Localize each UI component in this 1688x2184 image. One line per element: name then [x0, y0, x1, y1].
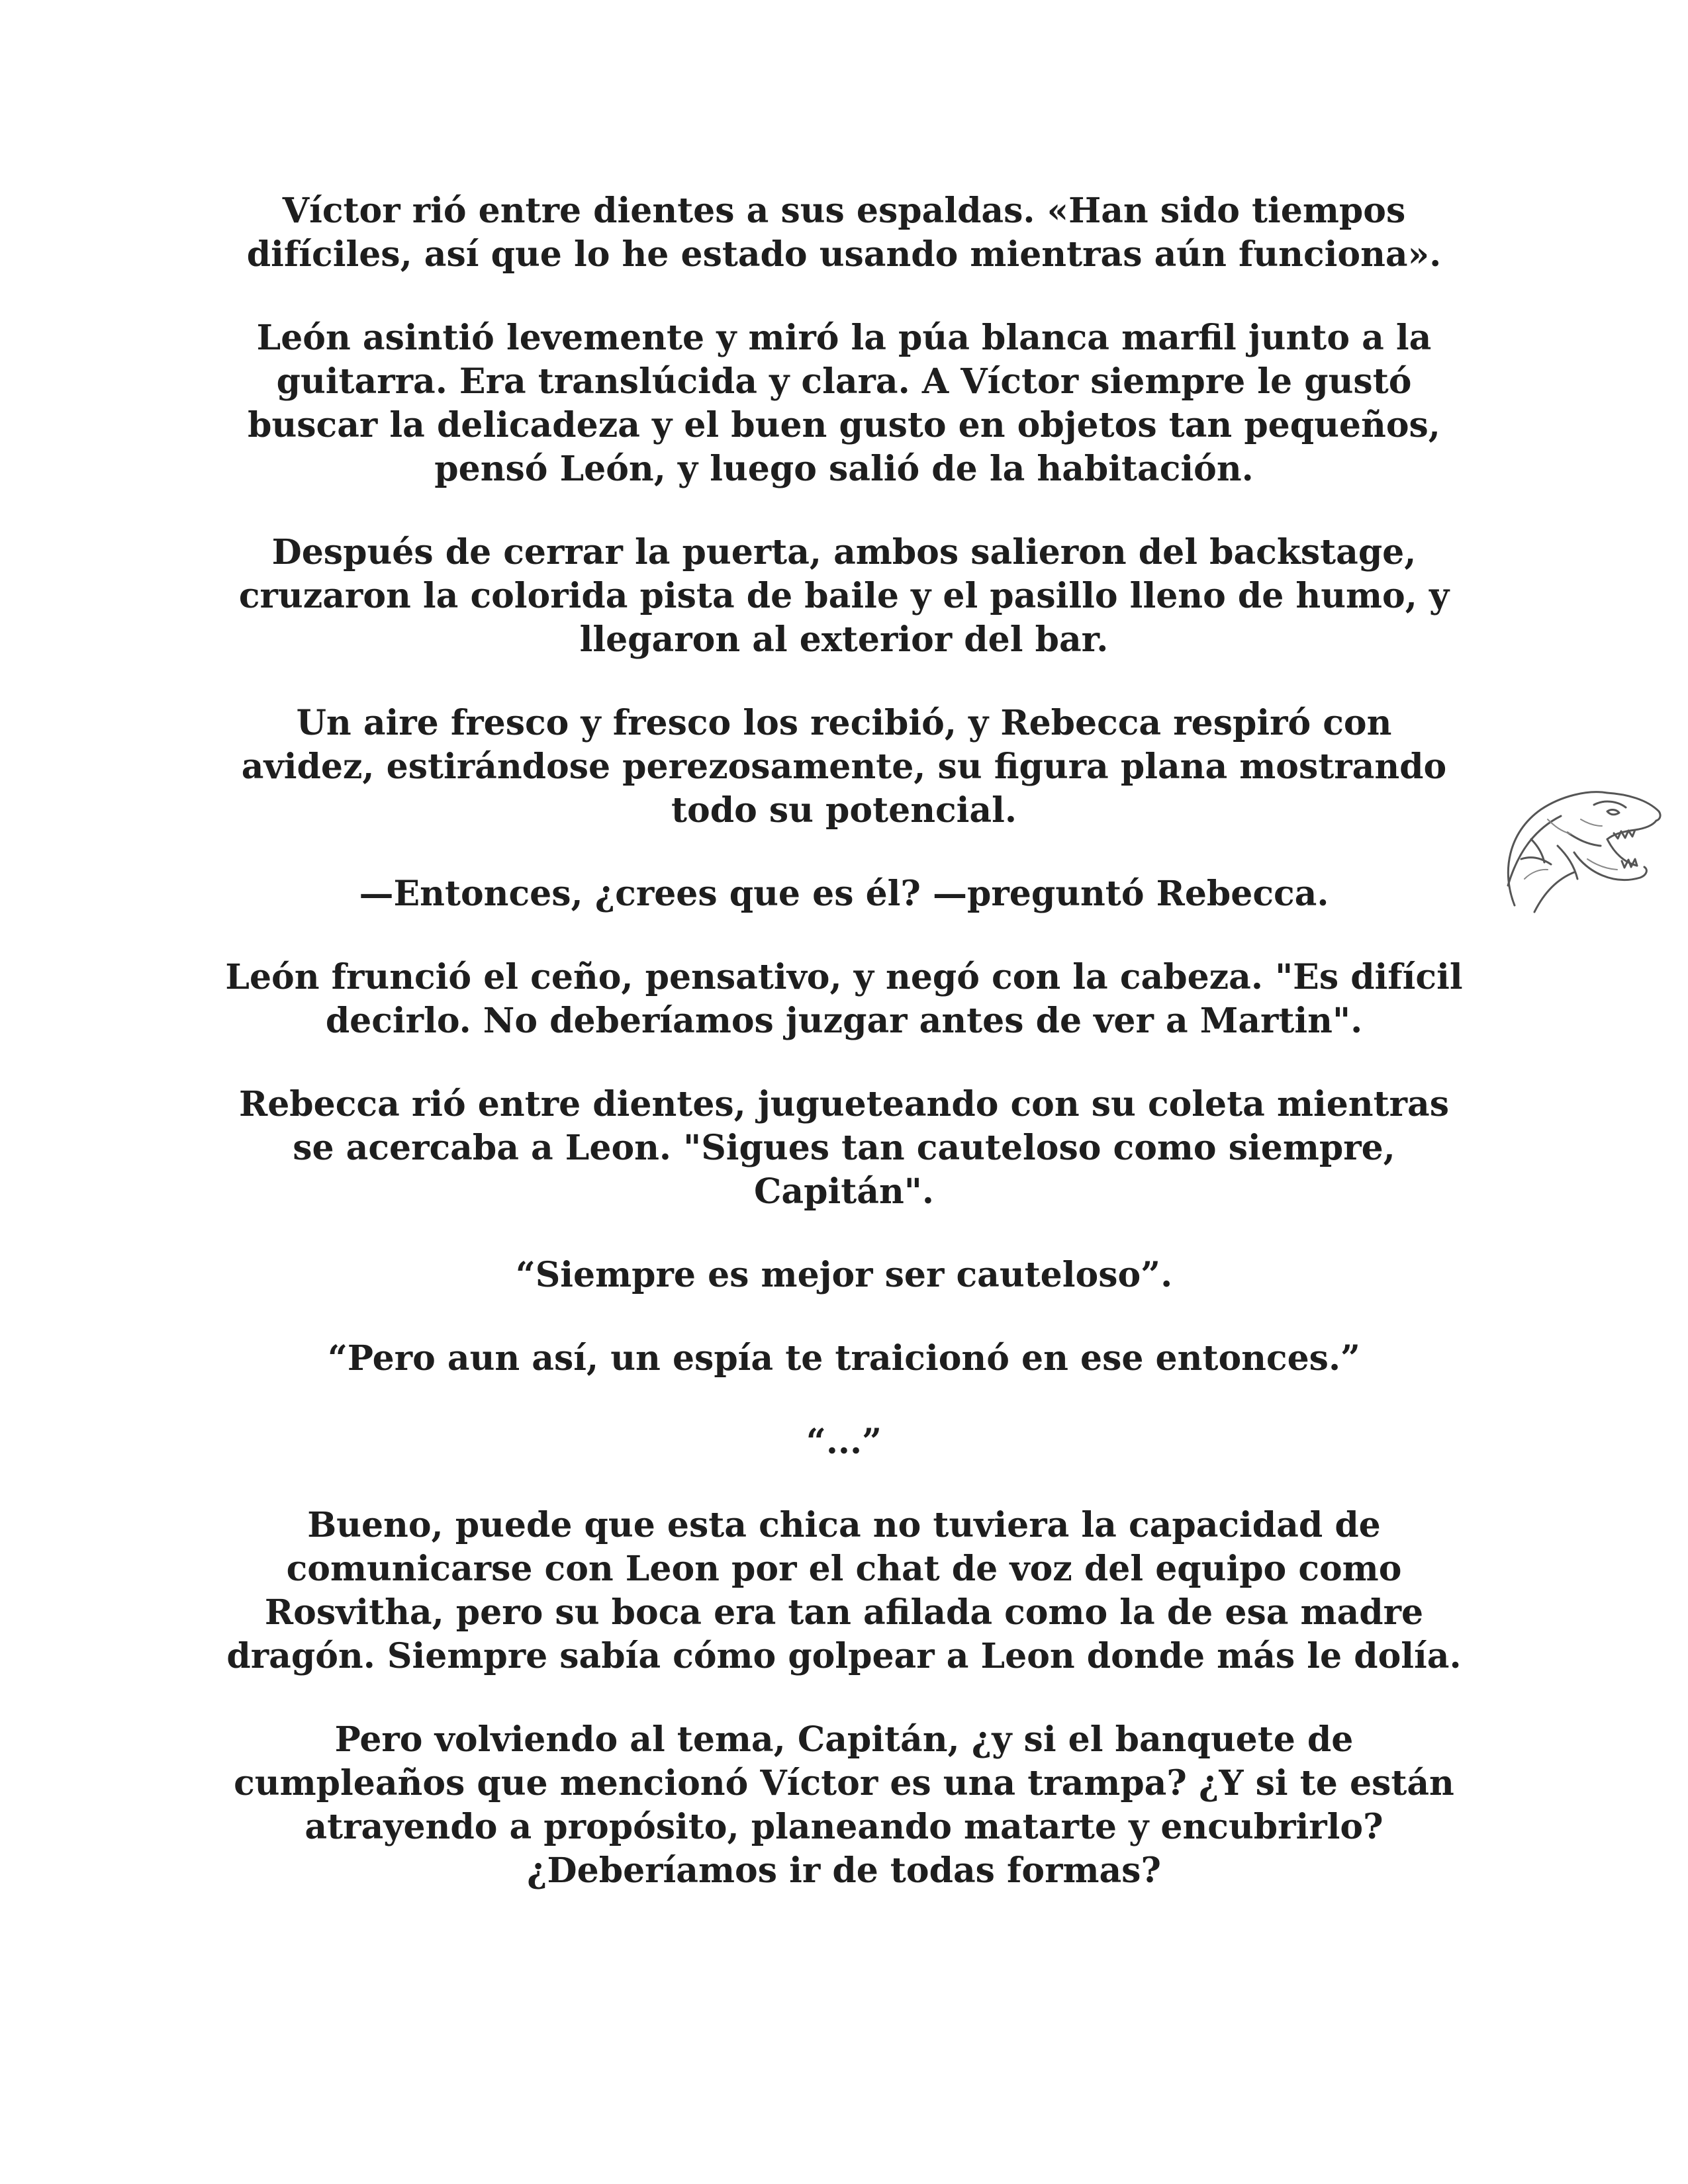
- paragraph: Pero volviendo al tema, Capitán, ¿y si el banquete de cumpleaños que mencionó Víctor es una trampa? ¿Y si te están atrayendo a propósito, planeando matarte y encubrirlo? ¿Deberíamos ir de todas formas?: [234, 1719, 1454, 1891]
- paragraph: “Pero aun así, un espía te traicionó en ese entonces.”: [328, 1338, 1360, 1379]
- paragraph: Bueno, puede que esta chica no tuviera la capacidad de comunicarse con Leon por el chat de voz del equipo como Rosvitha, pero su boca era tan afilada como la de esa madre dragón. Siempre sabía cómo golpear a Leon donde más le dolía.: [226, 1505, 1462, 1676]
- dinosaur-head-sketch-icon: [1495, 773, 1667, 925]
- paragraph: “Siempre es mejor ser cauteloso”.: [515, 1255, 1173, 1295]
- paragraph: “...”: [806, 1422, 882, 1462]
- paragraph: Víctor rió entre dientes a sus espaldas. «Han sido tiempos difíciles, así que lo he estado usando mientras aún funciona».: [246, 191, 1442, 275]
- story-text: [225, 189, 1463, 1933]
- paragraph: León frunció el ceño, pensativo, y negó con la cabeza. "Es difícil decirlo. No deberíamos juzgar antes de ver a Martin".: [225, 957, 1463, 1041]
- paragraph: León asintió levemente y miró la púa blanca marfil junto a la guitarra. Era translúcida y clara. A Víctor siempre le gustó buscar la delicadeza y el buen gusto en objetos tan pequeños, pensó León, y luego salió de la habitación.: [248, 318, 1440, 489]
- paragraph: Rebecca rió entre dientes, jugueteando con su coleta mientras se acercaba a Leon. "Sigues tan cauteloso como siempre, Capitán".: [239, 1084, 1449, 1212]
- paragraph: Un aire fresco y fresco los recibió, y Rebecca respiró con avidez, estirándose perezosamente, su figura plana mostrando todo su potencial.: [241, 703, 1447, 831]
- paragraph: Después de cerrar la puerta, ambos salieron del backstage, cruzaron la colorida pista de baile y el pasillo lleno de humo, y llegaron al exterior del bar.: [238, 532, 1450, 660]
- paragraph: —Entonces, ¿crees que es él? —preguntó Rebecca.: [359, 874, 1329, 914]
